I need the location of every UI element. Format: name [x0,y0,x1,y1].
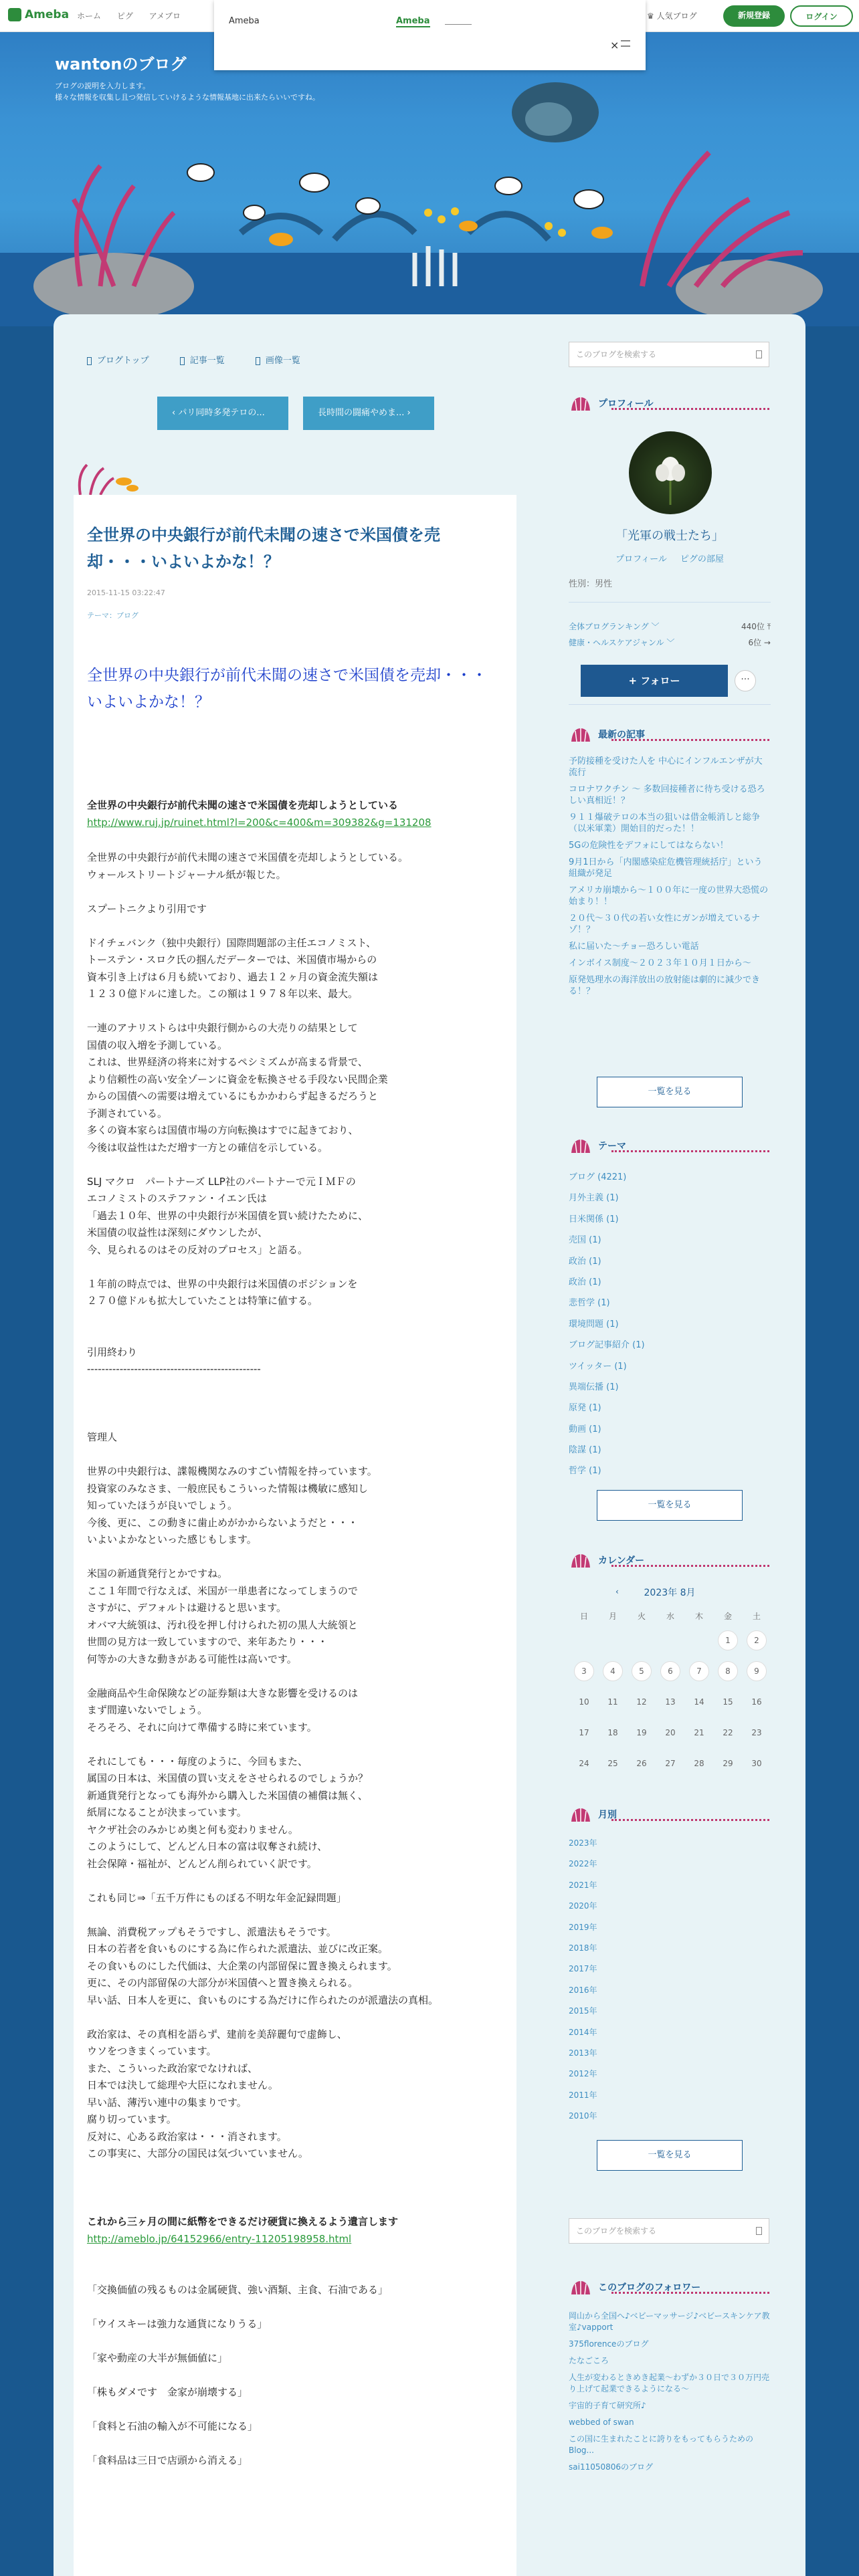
login-button[interactable]: ログイン [790,5,853,27]
text-line: 日本の若者を食いものにする為に作られた派遣法、並びに改正案。 [87,1943,389,1955]
calendar-weekday: 金 [723,1612,732,1621]
recent-articles-list [569,756,771,1002]
pigg-room-link[interactable]: ピグの部屋 [680,554,724,564]
tab-image-list[interactable]: 画像一覧 [256,356,300,366]
paragraph [87,1566,508,1668]
ameba-logo[interactable]: Ameba [8,8,69,21]
paragraph [87,1020,508,1156]
calendar-day: 20 [665,1728,676,1737]
list-item[interactable]: この国に生まれたことに誇りをもってもらうためのBlog... [569,2434,754,2455]
search-icon[interactable] [756,2227,762,2235]
calendar-day: 22 [723,1728,733,1737]
article-title[interactable]: 全世界の中央銀行が前代未聞の速さで米国債を売却・・・いよいよかな！？ [87,526,440,571]
list-item[interactable]: webbed of swan [569,2418,634,2427]
text-line: また、こういった政治家でなければ、 [87,2062,258,2074]
page-icon [180,357,185,365]
search-icon[interactable] [756,350,762,358]
profile-links [569,552,771,564]
paragraph [87,1753,508,1873]
crown-icon: ♛ [647,11,657,21]
list-item[interactable]: ２０代〜３０代の若い女性にガンが増えているナゾ！？ [569,914,761,935]
register-button[interactable]: 新規登録 [723,5,785,27]
shell-icon [569,1551,593,1570]
paragraph [87,1429,508,1446]
chevron-right-icon: › [404,408,411,418]
article-body [87,849,508,2470]
paragraph [87,1463,508,1549]
text-line: １２３０億ドルに達した。この額は１９７８年以来、最大。 [87,988,359,1000]
text-line: エコノミストのステファン・イエン氏は [87,1192,267,1204]
sidebar-search-input-bottom[interactable]: このブログを検索する [569,2218,769,2244]
text-line: ヤクザ社会のみかじめ奥と何も変わりません。 [87,1823,298,1836]
text-line: トーステン・スロク氏の掴んだデーターでは、米国債市場からの [87,954,377,966]
paragraph [87,1174,508,1259]
list-item[interactable]: 2014年 [569,2027,597,2037]
calendar-day[interactable]: 9 [747,1661,767,1681]
blog-tabs [87,353,328,366]
list-item[interactable]: 2021年 [569,1880,597,1890]
article-date: 2015-11-15 03:22:47 [87,588,165,597]
text-line: 日本では決して総理や大臣になれません。 [87,2079,278,2091]
calendar-day: 26 [636,1759,647,1768]
text-line: スプートニクより引用です [87,902,207,915]
calendar-weekday: 土 [752,1612,761,1621]
text-line: まず間違いないでしょう。 [87,1704,208,1716]
prev-article-button[interactable]: ‹ パリ同時多発テロの... [157,397,288,430]
list-item[interactable]: 原発 (1) [569,1403,601,1414]
popular-blog-link[interactable]: ♛ 人気ブログ [647,11,697,21]
followers-heading: このブログのフォロワー [569,2278,771,2301]
avatar[interactable] [629,431,712,514]
list-item[interactable]: 2012年 [569,2069,597,2079]
ad-underline [445,24,472,25]
calendar-day: 17 [579,1728,589,1737]
flower-image [629,431,712,514]
paragraph [87,1890,508,1907]
paragraph [87,849,508,883]
text-line: いよいよかなといった感じもします。 [87,1533,257,1545]
text-line: 予測されている。 [87,1107,168,1119]
list-item[interactable]: 環境問題 (1) [569,1319,619,1329]
list-item[interactable]: 原発処理水の海洋放出の放射能は劇的に減少できる！？ [569,975,761,996]
text-line: その食いものにした代価は、大企業の内部留保に置き換えられます。 [87,1959,397,1972]
list-item[interactable]: 悲哲学 (1) [569,1298,610,1309]
text-line: ウォールストリートジャーナル紙が報じた。 [87,868,286,881]
list-item[interactable]: 375florenceのブログ [569,2339,649,2349]
calendar-day: 18 [607,1728,618,1737]
text-line: オバマ大統領は、汚れ役を押し付けられた初の黒人大統領と [87,1618,358,1631]
list-item[interactable]: 宇宙的子育て研究所♪ [569,2401,646,2410]
aquarium-illustration [0,32,859,326]
quote-line: 「家や動産の大半が無価値に」 [87,2352,228,2364]
text-line: 新通貨発行となっても海外から購入した米国債の補償は無く、 [87,1789,368,1802]
calendar-day: 23 [751,1728,762,1737]
list-item[interactable]: たなごころ [569,2356,609,2365]
blog-description: ブログの説明を入力します。 様々な情報を収集し且つ発信していけるような情報基地に出来たらいいですね。 [55,82,320,102]
ranking-overall[interactable]: 全体ブログランキング ﹀ 440位 ⤒ [569,622,771,631]
calendar-month: ‹ 2023年 8月 [615,1587,696,1598]
chevron-left-icon: ‹ [172,408,179,418]
text-line: 早い話、薄汚い連中の集まりです。 [87,2096,247,2109]
ad-tab-1[interactable]: Ameba [229,16,260,26]
text-line: 何等かの大きな動きがある可能性は高いです。 [87,1652,297,1665]
text-line: 反対に、心ある政治家は・・・消されます。 [87,2130,287,2143]
text-line: 米国債の収益性は深刻にダウンしたが、 [87,1226,268,1239]
followers-list [569,2311,771,2478]
list-item[interactable]: 売国 (1) [569,1235,601,1246]
list-item[interactable]: 2017年 [569,1964,597,1974]
calendar-day: 21 [694,1728,704,1737]
calendar-day[interactable]: 8 [718,1661,738,1681]
text-line: 国債の収入増を予測している。 [87,1039,228,1051]
calendar-day: 15 [723,1697,733,1707]
list-item[interactable]: 政治 (1) [569,1277,601,1287]
calendar-day[interactable]: 3 [574,1661,594,1681]
more-options-button[interactable]: ··· [735,670,756,691]
calendar-day[interactable]: 6 [660,1661,680,1681]
list-item[interactable]: 2019年 [569,1922,597,1932]
archive-heading: 月別 [569,1806,771,1828]
quote2-link[interactable]: http://ameblo.jp/64152966/entry-11205198958.html [87,2232,352,2245]
text-line: 今後、更に、この動きに歯止めがかからないようだと・・・ [87,1516,359,1529]
tab-blog-top[interactable]: ブログトップ [87,356,149,366]
calendar-day: 24 [579,1759,589,1768]
calendar-day[interactable]: 5 [632,1661,652,1681]
divider [569,704,771,705]
calendar-day: 19 [636,1728,647,1737]
calendar-day: 27 [665,1759,676,1768]
list-item[interactable]: ツイッター (1) [569,1361,627,1372]
ameba-logo-icon [8,8,21,21]
tab-article-list[interactable]: 記事一覧 [180,356,225,366]
text-line: 世間の見方は一致していますので、来年あたり・・・ [87,1636,328,1648]
list-item[interactable]: 2015年 [569,2006,597,2016]
quote-line: 「株もダメです 金家が崩壊する」 [87,2386,248,2398]
paragraph [87,1924,508,2010]
list-item[interactable]: 私に届いた〜チョー恐ろしい電話 [569,942,699,952]
ad-tab-2[interactable]: Ameba [396,16,430,26]
calendar-day: 11 [607,1697,618,1707]
text-line: 投資家のみなさま、一般庶民もこういった情報は機敏に感知し [87,1482,369,1495]
text-line: ここ１年間で行なえば、米国が一単患者になってしまうので [87,1584,359,1597]
text-line: 一連のアナリストらは中央銀行側からの大売りの結果として [87,1022,358,1034]
theme-list [569,1172,771,1487]
blog-title[interactable]: wantonのブログ [55,55,187,74]
list-item[interactable]: 2018年 [569,1943,597,1953]
top-nav [77,10,194,21]
list-item[interactable]: 2022年 [569,1859,597,1869]
paragraph [87,1276,508,1310]
calendar-day: 14 [694,1697,704,1707]
list-item[interactable]: 日米関係 (1) [569,1214,619,1224]
nav-ameblo[interactable]: アメブロ [149,11,181,21]
list-item[interactable]: 9月1日から「内閣感染症危機管理統括庁」という組織が発足 [569,857,763,879]
page-icon [256,357,260,365]
text-line: そろそろ、それに向けて準備する時に来ています。 [87,1721,317,1733]
paragraph [87,935,508,1003]
list-item[interactable]: 陰謀 (1) [569,1445,601,1456]
coral-decoration-icon [74,461,140,495]
list-item[interactable]: 2011年 [569,2090,597,2100]
list-item[interactable]: 2010年 [569,2111,597,2121]
text-line: これも同じ⇒「五千万件にものぼる不明な年金記録問題」 [87,1891,347,1904]
list-item[interactable]: 5Gの危険性をデフォにしてはならない！ [569,841,729,851]
shell-icon [569,1806,593,1824]
list-item[interactable]: アメリカ崩壊から〜１００年に一度の世界大恐慌の始まり！！ [569,885,769,907]
text-line: 更に、その内部留保の大部分が米国債へと置き換えられる。 [87,1977,359,1989]
sidebar-search-input[interactable]: このブログを検索する [569,342,769,367]
text-line: これは、世界経済の将来に対するペシミズムが高まる背景で、 [87,1056,368,1068]
text-line: さすがに、デフォルトは避けると思います。 [87,1602,287,1614]
list-item[interactable]: 2016年 [569,1985,597,1995]
profile-link[interactable]: プロフィール [615,554,667,564]
profile-name[interactable]: 「光軍の戦士たち」 [615,529,724,543]
text-line: 世界の中央銀行は、諜報機関なみのすごい情報を持っています。 [87,1465,377,1477]
archive-list-button[interactable]: 一覧を見る [597,2140,743,2171]
list-item[interactable]: ブログ (4221) [569,1172,627,1182]
text-line: この事実に、大部分の国民は気づいていません。 [87,2147,308,2159]
calendar-weekday: 月 [608,1612,617,1621]
list-item[interactable]: コロナワクチン 〜 多数回接種者に待ち受ける恐ろしい真相近！？ [569,784,765,806]
text-line: ドイチェバンク（独中央銀行）国際問題部の主任エコノミスト、 [87,936,377,949]
list-item[interactable]: 月外主義 (1) [569,1193,619,1204]
calendar-day: 29 [723,1759,733,1768]
list-item[interactable]: 人生が変わるときめき起業〜わずか３０日で３０万円売り上げて起業できるようになる〜 [569,2373,770,2393]
close-icon[interactable]: × [610,39,619,51]
text-line: 無論、消費税アップもそうですし、派遣法もそうです。 [87,1925,337,1938]
text-line: ２７０億ドルも拡大していたことは特筆に値する。 [87,1295,318,1307]
recent-list-button[interactable]: 一覧を見る [597,1077,743,1107]
calendar-weekday: 日 [579,1612,588,1621]
list-item[interactable]: sai11050806のブログ [569,2462,654,2472]
calendar-day[interactable]: 4 [603,1661,623,1681]
text-line: このようにして、どんどん日本の富は収奪され続け、 [87,1840,328,1852]
shell-icon [569,395,593,413]
text-line: ウソをつきまくっています。 [87,2045,217,2057]
profile-gender: 性別：男性 [569,579,613,589]
text-line: 政治家は、その真相を語らず、建前を美辞麗句で虚飾し、 [87,2028,347,2040]
paragraph [87,2026,508,2163]
calendar-weekday: 火 [637,1612,646,1621]
calendar-day: 25 [607,1759,618,1768]
paragraph [87,1685,508,1737]
text-line: 紙屑になることが決まっています。 [87,1806,247,1818]
text-line: 今、見られるのはその反対のプロセス」と語る。 [87,1243,308,1256]
text-line: より信頼性の高い安全ゾーンに資金を転換させる手段ない民間企業 [87,1073,388,1085]
quote-link[interactable]: http://www.ruj.jp/ruinet.html?l=200&c=400&m=309382&g=131208 [87,816,432,829]
nav-home[interactable]: ホーム [77,11,102,21]
list-item[interactable]: ブログ記事紹介 (1) [569,1340,645,1351]
calendar-day[interactable]: 7 [689,1661,709,1681]
calendar-weekday: 水 [666,1612,674,1621]
paragraph [87,1344,508,1378]
text-line: 属国の日本は、米国債の買い支えをさせられるのでしょうか？ [87,1772,369,1784]
list-item[interactable]: 異端伝播 (1) [569,1382,619,1392]
shell-icon [569,1137,593,1156]
shell-icon [569,726,593,744]
recent-articles-heading: 最新の記事 [569,726,771,748]
list-item[interactable]: ９１１爆破テロの本当の狙いは借金帳消しと総争（以米軍業）開始目的だった！！ [569,813,761,834]
text-line: からの国債への需要は増えているにもかかわらず起きるだろうと [87,1090,379,1102]
text-line: SLJ マクロ パートナーズ LLP社のパートナーで元ＩＭＦの [87,1175,356,1188]
calendar-day: 28 [694,1759,704,1768]
list-item[interactable]: 2020年 [569,1901,597,1911]
text-line: それにしても・・・毎度のように、今回もまた、 [87,1755,308,1767]
list-item[interactable]: 哲学 (1) [569,1466,601,1477]
theme-list-button[interactable]: 一覧を見る [597,1490,743,1521]
calendar-heading: カレンダー [569,1551,771,1574]
calendar-day: 12 [636,1697,647,1707]
text-line: 今後は収益性はただ増す一方との確信を示している。 [87,1141,328,1154]
menu-icon[interactable] [621,40,630,47]
text-line: 社会保障・福祉が、どんどん削られていく訳です。 [87,1857,317,1870]
ranking-genre[interactable]: 健康・ヘルスケアジャンル ﹀ 6位 → [569,638,771,647]
list-item[interactable]: 2013年 [569,2048,597,2058]
blog-header [0,32,859,326]
ad-overlay[interactable] [214,0,646,70]
text-line: 全世界の中央銀行が前代未聞の速さで米国債を売却しようとしている。 [87,851,409,863]
profile-heading: プロフィール [569,395,771,417]
text-line: 金融商品や生命保険などの証券類は大きな影響を受けるのは [87,1687,359,1699]
text-line: 早い話、日本人を更に、食いものにする為だけに作られたのが派遣法の真相。 [87,1994,439,2006]
next-article-button[interactable]: 長時間の闘痛やめま... › [303,397,434,430]
calendar-day[interactable]: 2 [747,1630,767,1650]
list-item[interactable]: インボイス制度〜２０２３年１０月１日から〜 [569,958,751,968]
text-line: 資本引き上げは６月も続いており、過去１２ヶ月の資金流失額は [87,970,379,983]
quote-line: 「食料品は三日で店頭から消える」 [87,2454,248,2466]
calendar-day: 16 [751,1697,762,1707]
calendar-day: 10 [579,1697,589,1707]
text-line: 管理人 [87,1431,118,1443]
calendar-weekday: 木 [694,1612,703,1621]
article [74,495,516,2576]
text-line: 知っていたほうが良いでしょう。 [87,1499,238,1511]
text-line: 引用終わり [87,1346,138,1358]
page-icon [87,357,92,365]
text-line: 多くの資本家らは国債市場の方向転換はすでに起きており、 [87,1124,359,1136]
theme-heading: テーマ [569,1137,771,1160]
quote-title: 全世界の中央銀行が前代未聞の速さで米国債を売却しようとしている [87,799,399,811]
nav-pigg[interactable]: ピグ [116,11,133,21]
quote-line: 「ウイスキーは強力な通貨になりうる」 [87,2318,268,2330]
article-heading: 全世界の中央銀行が前代未聞の速さで米国債を売却・・・いよいよかな！？ [87,667,487,711]
calendar-day: 13 [665,1697,676,1707]
list-item[interactable]: 政治 (1) [569,1256,601,1267]
calendar-day: 30 [751,1759,762,1768]
quote-block-1 [87,797,508,831]
text-line: １年前の時点では、世界の中央銀行は米国債のポジションを [87,1277,358,1290]
shell-icon [569,2278,593,2297]
text-line: 「過去１０年、世界の中央銀行が米国債を買い続けたために、 [87,1209,369,1222]
list-item[interactable]: 動画 (1) [569,1424,601,1434]
list-item[interactable]: 2023年 [569,1838,597,1848]
paragraph [87,901,508,918]
text-line: ------------------------------------------------ [87,1363,261,1375]
quote-line: 「交換価値の残るものは金属硬貨、強い酒類、主食、石油である」 [87,2284,389,2296]
article-theme[interactable]: テーマ：ブログ [87,611,138,620]
text-line: 腐り切っています。 [87,2113,177,2125]
calendar-day[interactable]: 1 [718,1630,738,1650]
quote2-title: これから三ヶ月の間に紙幣をできるだけ硬貨に換えるよう遺言します [87,2216,399,2228]
list-item[interactable]: 予防接種を受けた人を 中心にインフルエンザが大流行 [569,756,763,778]
list-item[interactable]: 岡山から全国へ♪ベビーマッサージ♪ベビースキンケア教室♪vapport [569,2311,770,2332]
follow-button[interactable]: + フォロー [581,665,728,697]
chevron-left-icon[interactable]: ‹ [615,1587,619,1596]
archive-list [569,1838,771,2131]
text-line: 米国の新通貨発行とかですね。 [87,1568,228,1580]
divider [569,602,771,603]
quote-line: 「食料と石油の輸入が不可能になる」 [87,2420,258,2432]
